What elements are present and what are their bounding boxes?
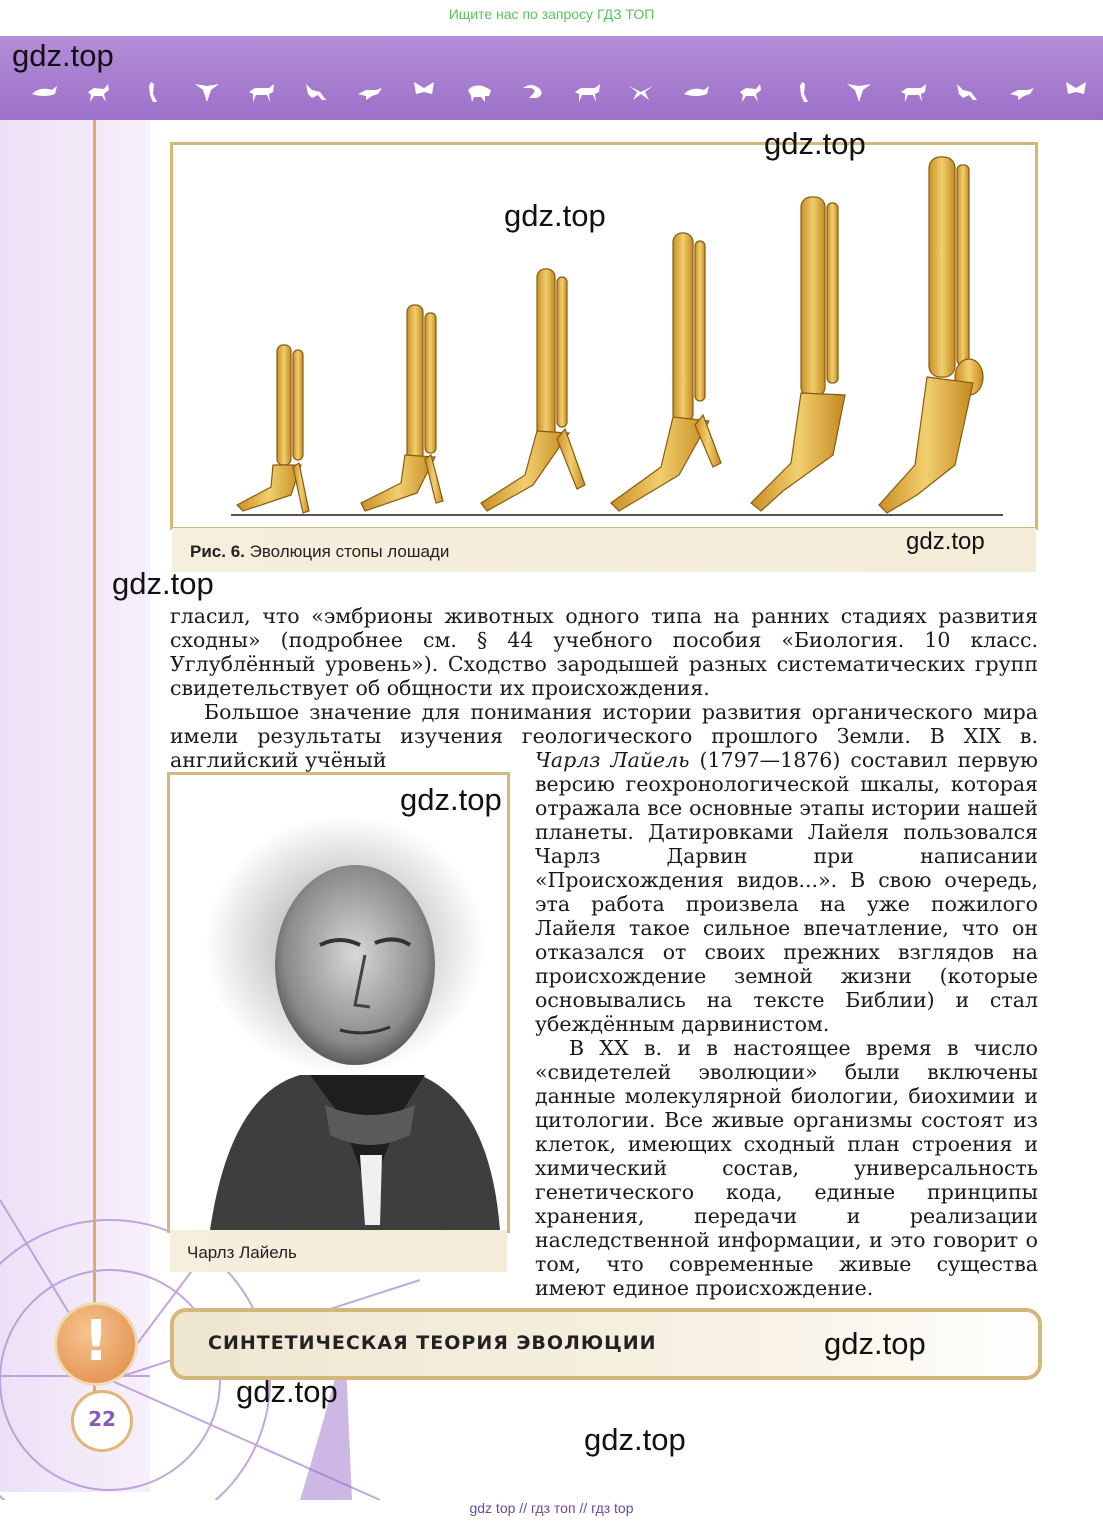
page-number-badge [71, 1390, 133, 1452]
section-title: СИНТЕТИЧЕСКАЯ ТЕОРИЯ ЭВОЛЮЦИИ [208, 1332, 657, 1354]
animal-strip [30, 80, 1090, 110]
engraving-portrait-illustration [170, 775, 507, 1230]
animal-silhouette-icon [845, 80, 873, 104]
watermark: gdz.top [504, 198, 606, 233]
animal-silhouette-icon [627, 80, 655, 104]
animal-silhouette-icon [573, 80, 601, 104]
animal-silhouette-icon [465, 80, 493, 104]
animal-silhouette-icon [302, 80, 330, 104]
animal-silhouette-icon [1062, 80, 1090, 104]
animal-silhouette-icon [356, 80, 384, 104]
animal-silhouette-icon [193, 80, 221, 104]
portrait-charles-lyell [167, 772, 510, 1233]
margin-rule [93, 120, 96, 1420]
exclamation-icon: ! [54, 1302, 138, 1386]
figure-label: Рис. 6. [190, 542, 245, 561]
watermark: gdz.top [584, 1422, 686, 1457]
animal-silhouette-icon [1008, 80, 1036, 104]
animal-silhouette-icon [84, 80, 112, 104]
animal-silhouette-icon [736, 80, 764, 104]
animal-silhouette-icon [953, 80, 981, 104]
animal-silhouette-icon [247, 80, 275, 104]
watermark: gdz.top [906, 528, 985, 555]
watermark: gdz.top [824, 1326, 926, 1361]
watermark: gdz.top [12, 38, 114, 73]
body-text-right-column [535, 748, 1038, 1300]
animal-silhouette-icon [519, 80, 547, 104]
animal-silhouette-icon [899, 80, 927, 104]
figure-caption-text: Эволюция стопы лошади [249, 542, 450, 561]
watermark: gdz.top [400, 782, 502, 817]
footer-links: gdz top // гдз топ // гдз top [469, 1500, 634, 1516]
animal-silhouette-icon [30, 80, 58, 104]
page-number: 22 [88, 1407, 116, 1431]
paragraph-lyell-end: (1797—1876) составил первую версию геохронологической шкалы, которая отражала все основные этапы истории нашей планеты. Датировками Лайеля пользовался Чарлз Дарвин при написании «Происхождения видов...». В свою очередь, эта работа произвела на уже пожилого Лайеля такое сильное впечатление, что он отказался от своих прежних взглядов на происхождение земной жизни (которые основывались на тексте Библии) и стал убеждённым дарвинистом. [535, 748, 1038, 1036]
animal-silhouette-icon [139, 80, 167, 104]
watermark: gdz.top [236, 1374, 338, 1409]
paragraph-embryos: гласил, что «эмбрионы животных одного типа на ранних стадиях развития сходны» (подробнее см. § 44 учебного пособия «Биология. 10 класс. Углублённый уровень»). Сходство зародышей разных систематических групп свидетельствует об общности их происхождения. [170, 604, 1038, 700]
animal-silhouette-icon [410, 80, 438, 104]
animal-silhouette-icon [790, 80, 818, 104]
paragraph-lyell-start: Большое значение для понимания истории развития органического мира имели результаты изучения геологического прошлого Земли. В XIX в. английский учёный [170, 700, 1038, 772]
person-name-lyell: Чарлз Лайель [535, 748, 690, 772]
animal-silhouette-icon [682, 80, 710, 104]
paragraph-modern-evidence: В XX в. и в настоящее время в число «свидетелей эволюции» были включены данные молекулярной биологии, биохимии и цитологии. Все живые организмы состоят из клеток, имеющих сходный план строения и химический состав, универсальность генетического кода, единые принципы хранения, передачи и реализации наследственной информации, и это говорит о том, что современные живые существа имеют единое происхождение. [535, 1036, 1038, 1300]
watermark: gdz.top [764, 126, 866, 161]
top-note: Ищите нас по запросу ГДЗ ТОП [448, 6, 655, 22]
body-text-top [170, 604, 1038, 700]
portrait-caption [170, 1230, 507, 1272]
watermark: gdz.top [112, 566, 214, 601]
portrait-caption-text: Чарлз Лайель [187, 1243, 297, 1262]
